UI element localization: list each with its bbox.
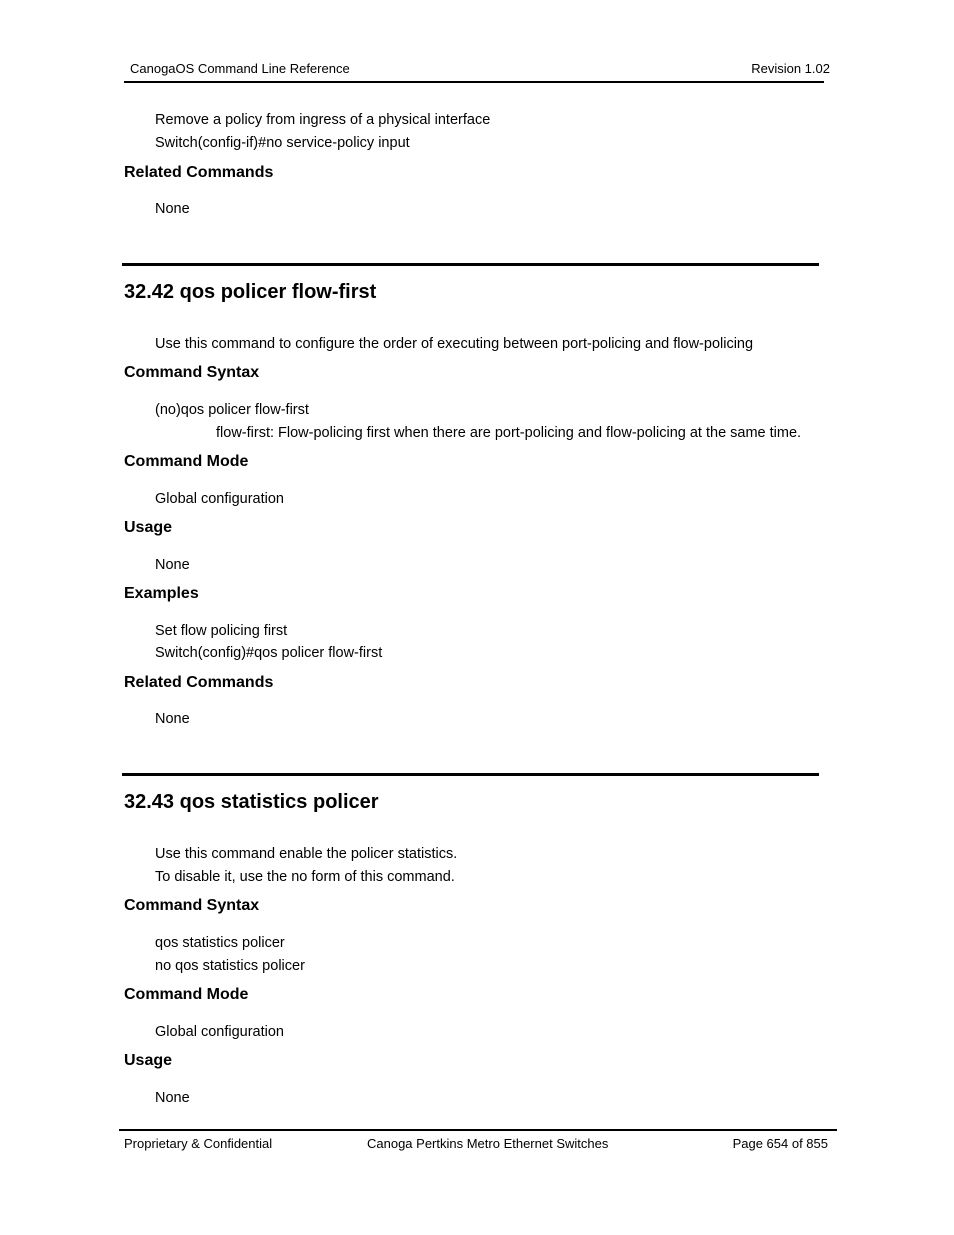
usage-value: None bbox=[155, 557, 190, 573]
command-syntax: qos statistics policer bbox=[155, 935, 285, 951]
command-syntax-heading: Command Syntax bbox=[124, 364, 260, 381]
command-mode: Global configuration bbox=[155, 1024, 284, 1040]
header-revision: Revision 1.02 bbox=[751, 61, 830, 76]
usage-heading: Usage bbox=[124, 1052, 173, 1069]
usage-value: None bbox=[155, 1090, 190, 1106]
command-mode-heading: Command Mode bbox=[124, 986, 249, 1003]
examples-heading: Examples bbox=[124, 585, 199, 602]
section-description-2: To disable it, use the no form of this command. bbox=[155, 869, 455, 885]
footer-page-number: Page 654 of 855 bbox=[732, 1136, 828, 1151]
command-mode: Global configuration bbox=[155, 491, 284, 507]
header-rule bbox=[124, 81, 824, 83]
related-commands-value: None bbox=[155, 201, 190, 217]
command-syntax-heading: Command Syntax bbox=[124, 897, 260, 914]
command-syntax-no-form: no qos statistics policer bbox=[155, 958, 305, 974]
related-commands-value: None bbox=[155, 711, 190, 727]
section-divider bbox=[122, 263, 819, 266]
header-title: CanogaOS Command Line Reference bbox=[130, 61, 350, 76]
section-title-32-43: 32.43 qos statistics policer bbox=[124, 791, 379, 813]
example-description: Remove a policy from ingress of a physical interface bbox=[155, 112, 491, 128]
related-commands-heading: Related Commands bbox=[124, 674, 274, 691]
footer-rule bbox=[119, 1129, 837, 1131]
section-title-32-42: 32.42 qos policer flow-first bbox=[124, 281, 377, 303]
section-divider bbox=[122, 773, 819, 776]
section-description: Use this command to configure the order of executing between port-policing and flow-policing bbox=[155, 336, 754, 352]
example-command: Switch(config)#qos policer flow-first bbox=[155, 645, 383, 661]
related-commands-heading: Related Commands bbox=[124, 164, 274, 181]
example-description: Set flow policing first bbox=[155, 623, 288, 639]
section-description: Use this command enable the policer statistics. bbox=[155, 846, 458, 862]
command-mode-heading: Command Mode bbox=[124, 453, 249, 470]
usage-heading: Usage bbox=[124, 519, 173, 536]
footer-center: Canoga Pertkins Metro Ethernet Switches bbox=[367, 1136, 609, 1151]
parameter-description: flow-first: Flow-policing first when there are port-policing and flow-policing at the same time. bbox=[216, 425, 802, 441]
example-command: Switch(config-if)#no service-policy input bbox=[155, 135, 410, 151]
footer-left: Proprietary & Confidential bbox=[124, 1136, 273, 1151]
command-syntax: (no)qos policer flow-first bbox=[155, 402, 309, 418]
